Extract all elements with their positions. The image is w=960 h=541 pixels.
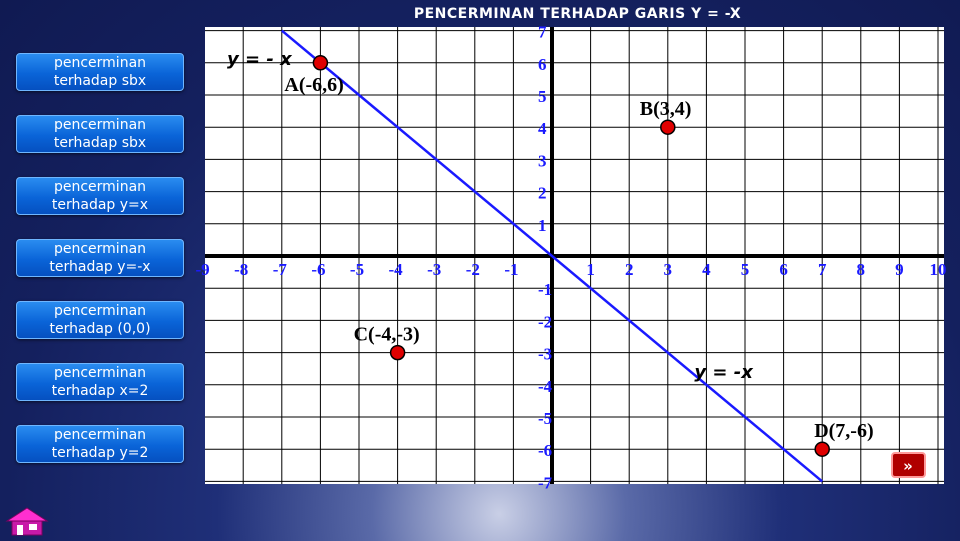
x-tick-label: 1	[586, 260, 595, 279]
point-label: A(-6,6)	[284, 73, 344, 96]
home-icon[interactable]	[5, 506, 49, 536]
x-tick-label: 8	[856, 260, 866, 279]
next-button[interactable]	[892, 453, 925, 477]
y-tick-label: -5	[538, 409, 553, 428]
menu-button-reflect-origin[interactable]: pencerminan terhadap (0,0)	[16, 301, 184, 339]
menu-button-reflect-sbx-1[interactable]: pencerminan terhadap sbx	[16, 53, 184, 91]
x-tick-label: 9	[895, 260, 904, 279]
x-tick-label: 5	[740, 260, 750, 279]
line-label-bottom: y = -x	[694, 361, 753, 383]
x-tick-label: 3	[663, 260, 673, 279]
y-tick-label: 1	[538, 215, 547, 235]
point-label: D(7,-6)	[814, 420, 874, 443]
x-tick-label: -9	[195, 260, 210, 279]
y-tick-label: 7	[538, 22, 547, 42]
x-tick-label: -2	[465, 260, 480, 279]
coordinate-graph	[195, 22, 947, 493]
x-tick-label: -6	[311, 260, 326, 279]
y-tick-label: -3	[538, 344, 553, 364]
x-tick-label: 6	[779, 260, 788, 279]
menu-button-reflect-y-eq-x[interactable]: pencerminan terhadap y=x	[16, 177, 184, 215]
x-tick-label: 7	[817, 260, 827, 279]
plot-svg	[195, 22, 947, 493]
x-tick-label: 4	[702, 260, 711, 279]
y-tick-label: -4	[538, 376, 553, 396]
y-tick-label: -2	[538, 312, 553, 332]
y-tick-label: -1	[538, 280, 553, 300]
next-arrows-icon: »	[903, 457, 913, 475]
y-tick-label: 3	[538, 151, 547, 171]
y-tick-label: 2	[538, 183, 547, 203]
menu-button-reflect-x-eq-2[interactable]: pencerminan terhadap x=2	[16, 363, 184, 401]
y-tick-label: 4	[538, 119, 547, 139]
point-label: C(-4,-3)	[353, 323, 420, 346]
x-tick-label: 10	[929, 260, 947, 279]
menu-button-reflect-y-eq-neg-x[interactable]: pencerminan terhadap y=-x	[16, 239, 184, 277]
y-tick-label: -7	[538, 473, 553, 493]
x-tick-label: 2	[624, 260, 634, 279]
x-tick-label: -5	[349, 260, 365, 279]
point-marker	[815, 442, 829, 456]
x-tick-label: -7	[272, 260, 287, 279]
y-tick-label: 6	[538, 54, 547, 74]
line-label-top: y = - x	[227, 49, 292, 70]
point-marker	[313, 56, 327, 70]
y-tick-label: -6	[538, 441, 553, 461]
x-tick-label: -3	[427, 260, 442, 279]
menu-button-reflect-y-eq-2[interactable]: pencerminan terhadap y=2	[16, 425, 184, 463]
y-tick-label: 5	[538, 87, 547, 106]
point-marker	[661, 120, 675, 134]
point-marker	[391, 346, 405, 360]
menu-button-reflect-sbx-2[interactable]: pencerminan terhadap sbx	[16, 115, 184, 153]
page-title: PENCERMINAN TERHADAP GARIS Y = -X	[413, 6, 742, 22]
x-tick-label: -4	[388, 260, 403, 279]
x-tick-label: -8	[234, 260, 249, 279]
point-label: B(3,4)	[639, 98, 692, 121]
x-tick-label: -1	[504, 260, 519, 279]
